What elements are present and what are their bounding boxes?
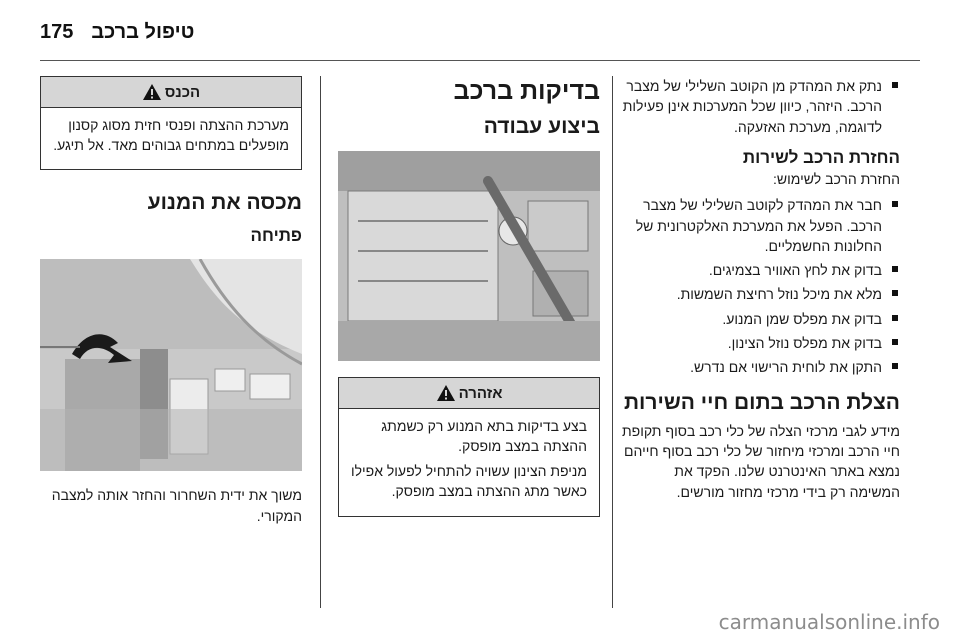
list-item: נתק את המהדק מן הקוטב השלילי של מצבר הרכב. היזהר, כיוון שכל המערכות אינן פעילות לדוגמה, מערכת האזעקה. <box>622 76 900 137</box>
list-item: בדוק את לחץ האוויר בצמיגים. <box>622 260 900 280</box>
note-box-header <box>41 77 301 108</box>
left-column <box>40 76 302 526</box>
middle-column <box>338 76 600 517</box>
running-title: טיפול ברכב <box>91 20 195 43</box>
page-header <box>40 14 920 50</box>
list-item: התקן את לוחית הרישוי אם נדרש. <box>622 357 900 377</box>
header-rule <box>40 60 920 61</box>
hood-release-photo <box>40 259 302 471</box>
warning-box <box>338 377 600 516</box>
subsection-title-opening: פתיחה <box>250 226 302 246</box>
end-of-life-text: מידע לגבי מרכזי הצלה של כלי רכב בסוף תקופת חיי הרכב ומרכזי מיחזור של כלי רכב בסוף חייהם נמצא באתר האינטרנט שלנו. הפקד את המשימה רק בידי מרכזי מחזור מורשים. <box>621 422 900 500</box>
list-item: מלא את מיכל נוזל רחיצת השמשות. <box>622 284 900 304</box>
subsection-title-work: ביצוע עבודה <box>483 115 600 138</box>
warning-triangle-icon <box>436 384 456 402</box>
warning-box-header <box>339 378 599 409</box>
warning-triangle-icon <box>142 83 162 101</box>
section-title-hood: מכסה את המנוע <box>147 191 302 215</box>
warning-box-title: אזהרה <box>458 384 503 402</box>
return-intro: החזרת הרכב לשימוש: <box>772 170 900 187</box>
warning-paragraph: מניפת הצינון עשויה להתחיל לפעול אפילו כאשר מתג ההצתה במצב מופסק. <box>350 463 587 499</box>
section-title-checks: בדיקות ברכב <box>453 77 600 105</box>
page-number: 175 <box>40 20 74 43</box>
hood-release-caption: משוך את ידית השחרור והחזר אותה למצבה המקורי. <box>51 487 302 524</box>
list-item: בדוק את מפלס נוזל הצינון. <box>622 333 900 353</box>
list-item: חבר את המהדק לקוטב השלילי של מצבר הרכב. הפעל את המערכת האלקטרונית של החלונות החשמליים. <box>622 195 900 256</box>
disconnect-list <box>622 76 900 137</box>
return-list <box>622 195 900 377</box>
note-box-text: מערכת ההצתה ופנסי חזית מסוג קסנון מופעלים במתחים גבוהים מאד. אל תיגע. <box>53 117 289 153</box>
end-of-life-title: הצלת הרכב בתום חיי השירות <box>623 390 900 414</box>
return-to-service-title: החזרת הרכב לשירות <box>742 147 900 167</box>
column-divider-left <box>320 76 321 608</box>
note-box <box>40 76 302 170</box>
column-divider-right <box>612 76 613 608</box>
site-watermark: carmanualsonline.info <box>718 610 940 634</box>
list-item: בדוק את מפלס שמן המנוע. <box>622 309 900 329</box>
engine-bay-photo <box>338 151 600 361</box>
note-box-title: הכנס <box>164 83 201 101</box>
warning-paragraph: בצע בדיקות בתא המנוע רק כשמתג ההצתה במצב מופסק. <box>381 418 587 454</box>
right-column <box>622 76 900 502</box>
